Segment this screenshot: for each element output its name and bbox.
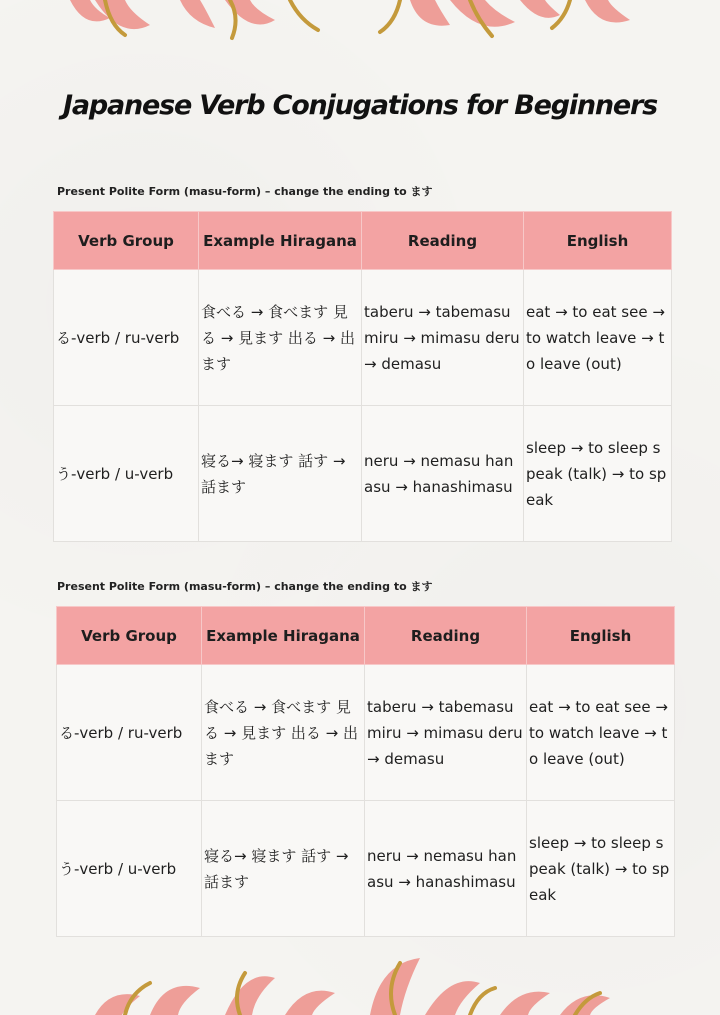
cell-verb-group: る-verb / ru-verb <box>54 270 199 406</box>
cell-reading: taberu → tabemasu miru → mimasu deru → demasu <box>365 665 527 801</box>
table-header-row <box>57 607 675 665</box>
table-header-row <box>54 212 672 270</box>
column-header-verb-group: Verb Group <box>54 212 199 270</box>
section-label: Present Polite Form (masu-form) – change the ending to ます <box>57 185 433 198</box>
conjugation-table <box>53 211 672 542</box>
cell-example-hiragana: 寝る→ 寝ます 話す → 話ます <box>202 801 365 937</box>
cell-reading: neru → nemasu hanasu → hanashimasu <box>365 801 527 937</box>
floral-border-bottom-icon <box>0 948 720 1015</box>
cell-verb-group: う-verb / u-verb <box>57 801 202 937</box>
cell-example-hiragana: 食べる → 食べます 見る → 見ます 出る → 出ます <box>199 270 362 406</box>
section-label: Present Polite Form (masu-form) – change the ending to ます <box>57 580 433 593</box>
cell-example-hiragana: 寝る→ 寝ます 話す → 話ます <box>199 406 362 542</box>
column-header-english: English <box>527 607 675 665</box>
table-row <box>54 270 672 406</box>
column-header-reading: Reading <box>365 607 527 665</box>
column-header-example-hiragana: Example Hiragana <box>199 212 362 270</box>
column-header-verb-group: Verb Group <box>57 607 202 665</box>
cell-verb-group: る-verb / ru-verb <box>57 665 202 801</box>
column-header-example-hiragana: Example Hiragana <box>202 607 365 665</box>
table-row <box>57 665 675 801</box>
cell-english: sleep → to sleep speak (talk) → to speak <box>527 801 675 937</box>
table-row <box>57 801 675 937</box>
table-row <box>54 406 672 542</box>
column-header-reading: Reading <box>362 212 524 270</box>
cell-example-hiragana: 食べる → 食べます 見る → 見ます 出る → 出ます <box>202 665 365 801</box>
cell-english: sleep → to sleep speak (talk) → to speak <box>524 406 672 542</box>
cell-english: eat → to eat see → to watch leave → to leave (out) <box>524 270 672 406</box>
conjugation-table <box>56 606 675 937</box>
cell-reading: neru → nemasu hanasu → hanashimasu <box>362 406 524 542</box>
cell-english: eat → to eat see → to watch leave → to leave (out) <box>527 665 675 801</box>
column-header-english: English <box>524 212 672 270</box>
cell-reading: taberu → tabemasu miru → mimasu deru → demasu <box>362 270 524 406</box>
page-title: Japanese Verb Conjugations for Beginners <box>62 90 658 121</box>
cell-verb-group: う-verb / u-verb <box>54 406 199 542</box>
floral-border-top-icon <box>0 0 720 45</box>
